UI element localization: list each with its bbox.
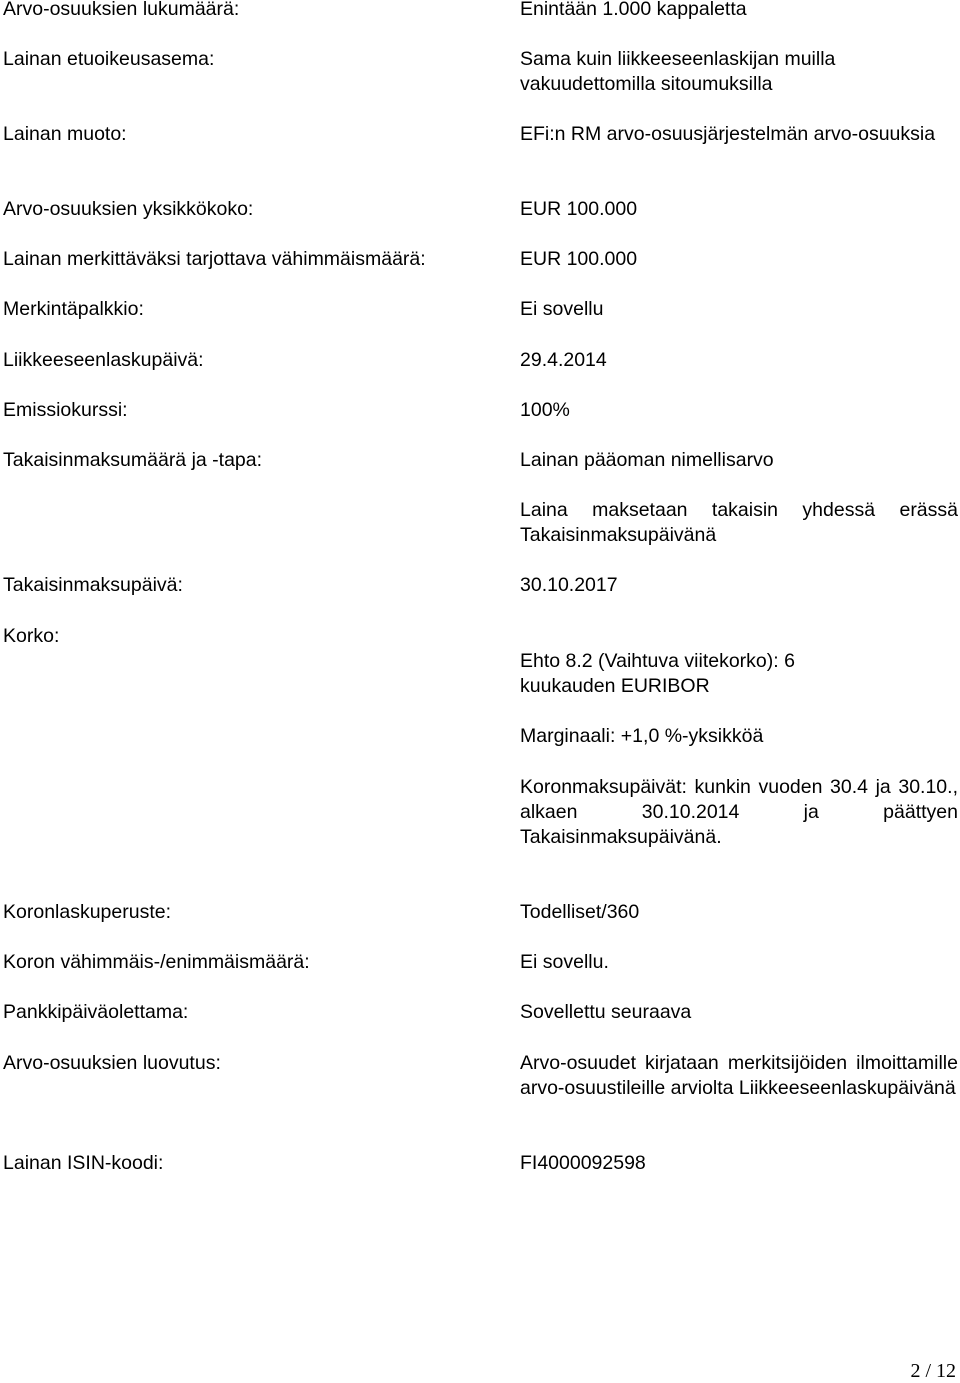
term-value	[520, 950, 958, 975]
term-label: Liikkeeseenlaskupäivä:	[3, 349, 204, 371]
term-value-text: Todelliset/360	[520, 901, 640, 923]
term-value	[520, 398, 958, 423]
term-label: Korko:	[3, 625, 60, 647]
term-value-text: Marginaali: +1,0 %-yksikköä	[520, 725, 764, 747]
term-label: Merkintäpalkkio:	[3, 298, 144, 320]
term-value-text: EUR 100.000	[520, 198, 638, 220]
term-value-text: Koronmaksupäivät: kunkin vuoden 30.4 ja 30.10., alkaen 30.10.2014 ja päättyen Takaisinmaksupäivänä.	[520, 776, 958, 848]
term-value-text: 29.4.2014	[520, 349, 607, 371]
term-value-text: EFi:n RM arvo-osuusjärjestelmän arvo-osuuksia	[520, 123, 936, 145]
term-value-text: EUR 100.000	[520, 248, 638, 270]
term-value-text: Sama kuin liikkeeseenlaskijan muilla vakuudettomilla sitoumuksilla	[520, 48, 836, 95]
term-value	[520, 0, 958, 22]
term-label: Lainan ISIN-koodi:	[3, 1152, 164, 1174]
term-value-text: Laina maksetaan takaisin yhdessä erässä Takaisinmaksupäivänä	[520, 499, 958, 546]
term-value	[520, 247, 958, 272]
term-value	[520, 775, 958, 850]
term-label: Arvo-osuuksien yksikkökoko:	[3, 198, 254, 220]
term-value	[520, 348, 958, 373]
term-label: Arvo-osuuksien lukumäärä:	[3, 0, 240, 20]
term-value-text: FI4000092598	[520, 1152, 646, 1174]
term-label: Emissiokurssi:	[3, 399, 128, 421]
term-label: Lainan etuoikeusasema:	[3, 48, 215, 70]
term-label: Pankkipäiväolettama:	[3, 1001, 189, 1023]
term-value-text: Sovellettu seuraava	[520, 1001, 692, 1023]
term-value	[520, 47, 880, 97]
term-value-text: 30.10.2017	[520, 574, 618, 596]
page-number: 2 / 12	[910, 1360, 956, 1382]
term-value	[520, 197, 958, 222]
term-label: Koron vähimmäis-/enimmäismäärä:	[3, 951, 310, 973]
term-value	[520, 1151, 958, 1176]
term-value	[520, 900, 958, 925]
term-value	[520, 649, 840, 699]
term-value-text: Enintään 1.000 kappaletta	[520, 0, 747, 20]
term-value	[520, 724, 958, 749]
term-label: Koronlaskuperuste:	[3, 901, 172, 923]
term-label: Arvo-osuuksien luovutus:	[3, 1052, 221, 1074]
term-label: Lainan muoto:	[3, 123, 127, 145]
term-value	[520, 573, 958, 598]
term-value	[520, 1051, 958, 1101]
term-label: Takaisinmaksupäivä:	[3, 574, 183, 596]
term-label: Lainan merkittäväksi tarjottava vähimmäismäärä:	[3, 248, 426, 270]
term-label: Takaisinmaksumäärä ja -tapa:	[3, 449, 263, 471]
term-value	[520, 122, 958, 147]
term-value-text: Ehto 8.2 (Vaihtuva viitekorko): 6 kuukauden EURIBOR	[520, 650, 795, 697]
term-value	[520, 1000, 958, 1025]
term-value	[520, 498, 958, 548]
term-value	[520, 297, 958, 322]
term-value-text: Ei sovellu	[520, 298, 604, 320]
term-value-text: Arvo-osuudet kirjataan merkitsijöiden ilmoittamille arvo-osuustileille arviolta Liikkeeseenlaskupäivänä	[520, 1052, 958, 1099]
term-value-text: 100%	[520, 399, 570, 421]
term-value	[520, 448, 958, 473]
term-value-text: Lainan pääoman nimellisarvo	[520, 449, 774, 471]
term-value-text: Ei sovellu.	[520, 951, 609, 973]
